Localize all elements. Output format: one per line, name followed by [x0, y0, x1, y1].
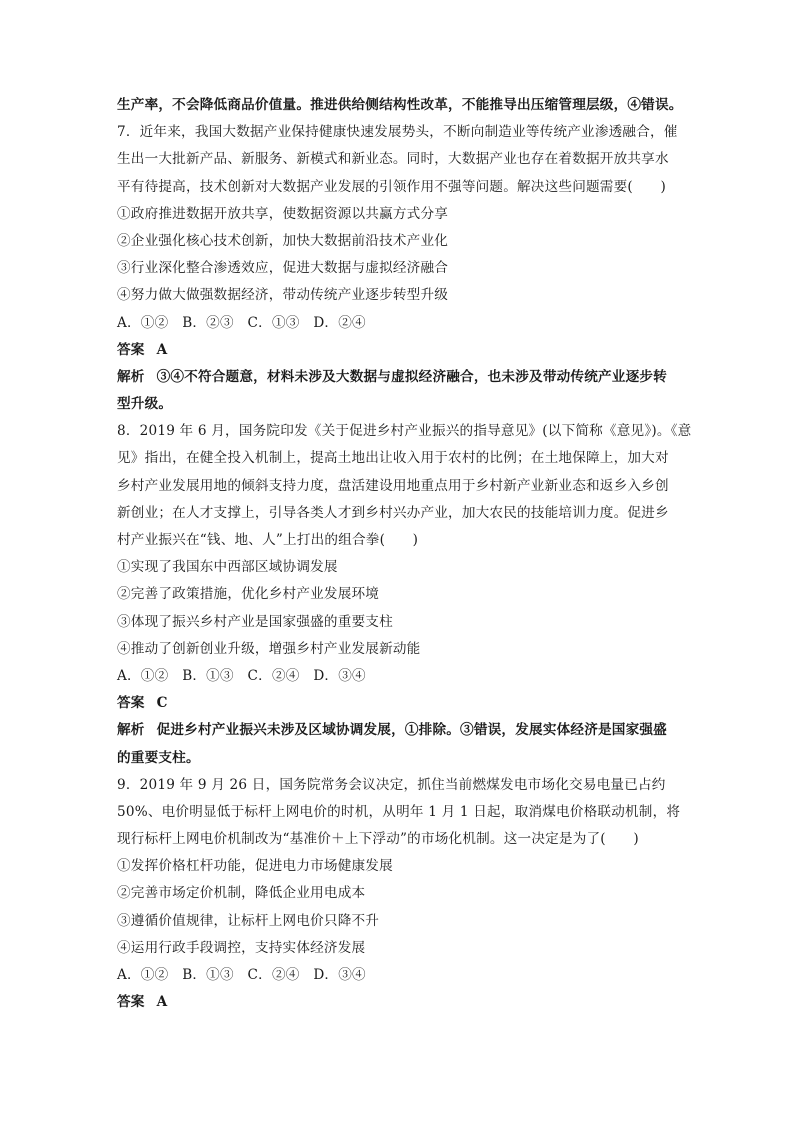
- text-line: [117, 310, 677, 337]
- text-line: [117, 201, 677, 228]
- text-line: [117, 174, 677, 201]
- text-line: [117, 527, 677, 554]
- line-text: ①政府推进数据开放共享，使数据资源以共赢方式分享: [117, 205, 449, 222]
- text-line: [117, 772, 677, 799]
- text-line: [117, 500, 677, 527]
- analysis-label: 解析: [117, 368, 145, 385]
- line-text: C: [156, 695, 168, 712]
- line-text: ①发挥价格杠杆功能，促进电力市场健康发展: [117, 858, 393, 875]
- text-line: [117, 282, 677, 309]
- line-text: 生产率，不会降低商品价值量。推进供给侧结构性改革，不能推导出压缩管理层级，④错误。: [117, 97, 683, 113]
- text-line: [117, 92, 683, 119]
- analysis-line: [117, 717, 677, 744]
- line-text: ②企业强化核心技术创新，加快大数据前沿技术产业化: [117, 232, 449, 249]
- text-line: [117, 962, 677, 989]
- line-text: 村产业振兴在“钱、地、人”上打出的组合拳( ): [117, 532, 419, 548]
- line-text: 生出一大批新产品、新服务、新模式和新业态。同时，大数据产业也存在着数据开放共享水: [117, 151, 669, 168]
- line-text: ②完善了政策措施，优化乡村产业发展环境: [117, 586, 380, 603]
- line-text: 8．2019 年 6 月，国务院印发《关于促进乡村产业振兴的指导意见》(以下简称《意见》)。《意: [117, 423, 692, 440]
- text-line: [117, 391, 677, 418]
- line-text: ④努力做大做强数据经济，带动传统产业逐步转型升级: [117, 287, 449, 304]
- text-line: [117, 581, 677, 608]
- text-line: [117, 119, 677, 146]
- answer-label: 答案: [117, 695, 145, 712]
- line-text: ③遵循价值规律，让标杆上网电价只降不升: [117, 912, 380, 929]
- line-text: ②完善市场定价机制，降低企业用电成本: [117, 885, 366, 902]
- document-page: [117, 92, 692, 1016]
- answer-label: 答案: [117, 341, 145, 358]
- line-text: A．①② B．①③ C．②④ D．③④: [117, 667, 366, 684]
- line-text: ③④不符合题意，材料未涉及大数据与虚拟经济融合，也未涉及带动传统产业逐步转: [156, 368, 667, 385]
- answer-line: [117, 690, 677, 717]
- line-text: 现行标杆上网电价机制改为“基准价＋上下浮动”的市场化机制。这一决定是为了( ): [117, 831, 639, 848]
- text-line: [117, 636, 677, 663]
- text-line: [117, 554, 677, 581]
- text-line: [117, 445, 677, 472]
- line-text: 9．2019 年 9 月 26 日，国务院常务会议决定，抓住当前燃煤发电市场化交易电量已占约: [117, 776, 666, 793]
- line-text: 促进乡村产业振兴未涉及区域协调发展，①排除。③错误，发展实体经济是国家强盛: [156, 722, 667, 739]
- text-line: [117, 473, 677, 500]
- answer-line: [117, 989, 677, 1016]
- text-line: [117, 853, 677, 880]
- line-text: 的重要支柱。: [117, 749, 200, 766]
- line-text: ④推动了创新创业升级，增强乡村产业发展新动能: [117, 640, 421, 657]
- text-line: [117, 663, 677, 690]
- line-text: 乡村产业发展用地的倾斜支持力度，盘活建设用地重点用于乡村新产业新业态和返乡入乡创: [117, 477, 669, 494]
- text-line: [117, 880, 677, 907]
- text-line: [117, 908, 677, 935]
- line-text: ③体现了振兴乡村产业是国家强盛的重要支柱: [117, 613, 393, 630]
- answer-label: 答案: [117, 994, 145, 1011]
- line-text: ①实现了我国东中西部区域协调发展: [117, 559, 338, 576]
- text-line: [117, 826, 677, 853]
- line-text: ④运用行政手段调控，支持实体经济发展: [117, 939, 366, 956]
- text-line: [117, 609, 677, 636]
- line-text: ③行业深化整合渗透效应，促进大数据与虚拟经济融合: [117, 260, 449, 277]
- line-text: 型升级。: [117, 396, 173, 413]
- text-line: [117, 146, 677, 173]
- analysis-label: 解析: [117, 722, 145, 739]
- line-text: 见》指出，在健全投入机制上，提高土地出让收入用于农村的比例；在土地保障上，加大对: [117, 450, 669, 467]
- line-text: 新创业；在人才支撑上，引导各类人才到乡村兴办产业，加大农民的技能培训力度。促进乡: [117, 504, 669, 521]
- text-line: [117, 255, 677, 282]
- text-line: [117, 228, 677, 255]
- line-text: 50%、电价明显低于标杆上网电价的时机，从明年 1 月 1 日起，取消煤电价格联动机制，将: [117, 803, 681, 820]
- analysis-line: [117, 364, 677, 391]
- answer-line: [117, 337, 677, 364]
- line-text: A．①② B．①③ C．②④ D．③④: [117, 967, 366, 983]
- line-text: 7．近年来，我国大数据产业保持健康快速发展势头，不断向制造业等传统产业渗透融合，催: [117, 124, 678, 141]
- text-line: [117, 935, 677, 962]
- line-text: A: [156, 341, 168, 358]
- line-text: A．①② B．②③ C．①③ D．②④: [117, 314, 366, 331]
- line-text: A: [156, 994, 168, 1011]
- text-line: [117, 745, 677, 772]
- text-line: [117, 418, 692, 445]
- text-line: [117, 799, 681, 826]
- line-text: 平有待提高，技术创新对大数据产业发展的引领作用不强等问题。解决这些问题需要( ): [117, 178, 666, 195]
